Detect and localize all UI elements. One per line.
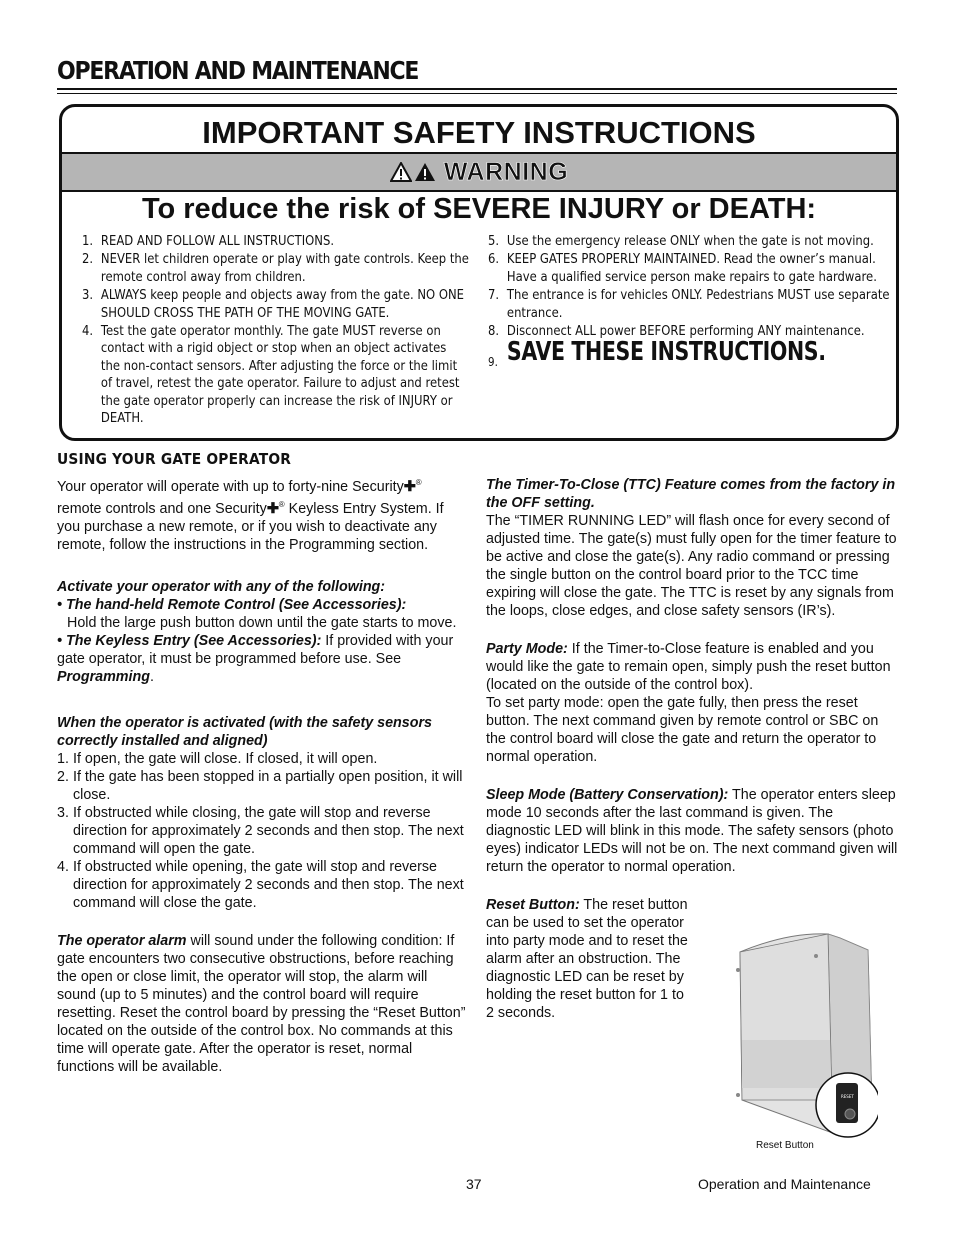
footer-section: Operation and Maintenance [698,1176,871,1192]
list-item: 8. Disconnect ALL power BEFORE performing ANY maintenance. [488,323,865,340]
alarm-paragraph: The operator alarm will sound under the following condition: If gate encounters two consecutive obstructions, before reaching the open or close limit, the operator will stop, the alarm will sound (up to 5 minutes) and the control board will require resetting. Reset the control board by pressing the “Reset Button” located on the outside of the control box. No commands at this time will operate gate. After the operator is reset, normal functions will be available. [57,932,466,1075]
when-activated-heading: When the operator is activated (with the safety sensors correctly installed and aligned) [57,714,432,749]
remote-control-item: • The hand-held Remote Control (See Accessories): [57,596,407,613]
using-heading: USING YOUR GATE OPERATOR [57,450,292,468]
list-item: 3. If obstructed while closing, the gate will stop and reverse direction for approximately 2 seconds and then stop. The next command will open the gate. [57,804,464,857]
risk-heading: To reduce the risk of SEVERE INJURY or DEATH: [141,193,817,225]
security-plus-icon: ✚ [266,500,279,517]
left-column [57,474,469,1076]
party-mode-paragraph-2: To set party mode: open the gate fully, then press the reset button. The next command given by remote control or SBC on the control board will close the gate and return the operator to normal operation. [486,695,879,765]
sleep-mode-paragraph: Sleep Mode (Battery Conservation): The operator enters sleep mode 10 seconds after the last command is given. The diagnostic LED will blink in this mode. The safety sensors (photo eyes) indicator LEDs will not be on. The next command given will return the operator to normal operation. [486,787,898,875]
list-item: 4. Test the gate operator monthly. The gate MUST reverse on contact with a rigid object or stop when an object activates the non-contact sensors. After adjusting the force or the limit of travel, retest the gate operator. Failure to adjust and retest the gate operator properly can increase the risk of INJURY or DEATH. [82,323,460,427]
list-item: 5. Use the emergency release ONLY when the gate is not moving. [488,233,874,249]
list-item: 1. READ AND FOLLOW ALL INSTRUCTIONS. [82,233,335,249]
intro-paragraph: Your operator will operate with up to forty-nine Security✚® remote controls and one Security✚® Keyless Entry System. If you purchase a new remote, or if you wish to deactivate any remote, follow the instructions in the Programming section. [57,478,444,553]
warning-label: WARNING [443,157,569,186]
safety-list-left [82,233,532,428]
header-rule-thin [57,93,897,94]
list-item: 6. KEEP GATES PROPERLY MAINTAINED. Read the owner’s manual. Have a qualified service person make repairs to gate hardware. [488,251,877,285]
list-item: 7. The entrance is for vehicles ONLY. Pedestrians MUST use separate entrance. [488,287,890,321]
ttc-paragraph: The “TIMER RUNNING LED” will flash once for every second of adjusted time. The gate(s) must fully open for the timer feature to be active and close the gate(s). Any radio command or pressing the single button on the control board prior to the TCC time expiring will close the gate. The TTC is reset by any signals from the loops, close edges, and close safety sensors (IR’s). [486,513,897,619]
section-title: OPERATION AND MAINTENANCE [57,56,419,85]
reset-button-paragraph: Reset Button: The reset button can be used to set the operator into party mode and to reset the alarm after an obstruction. The diagnostic LED can be reset by holding the reset button for 1 to 2 seconds. [486,897,688,1021]
remote-control-text: Hold the large push button down until the gate starts to move. [67,614,457,631]
warning-triangle-icon [390,162,436,182]
list-item: 2. NEVER let children operate or play with gate controls. Keep the remote control away from children. [82,251,469,285]
save-instructions: 9. SAVE THESE INSTRUCTIONS. [488,337,826,370]
safety-instructions-box [59,104,899,441]
reset-button-caption: Reset Button [756,1140,814,1151]
warning-bar [62,152,896,192]
list-item: 2. If the gate has been stopped in a partially open position, it will close. [57,768,463,803]
control-box-illustration [728,930,878,1150]
header-rule [57,88,897,90]
list-item: 3. ALWAYS keep people and objects away from the gate. NO ONE SHOULD CROSS THE PATH OF THE MOVING GATE. [82,287,465,321]
safety-box-title: IMPORTANT SAFETY INSTRUCTIONS [202,115,756,150]
list-item: 4. If obstructed while opening, the gate will stop and reverse direction for approximately 2 seconds and then stop. The next command will close the gate. [57,858,464,911]
security-plus-icon: ✚ [403,478,416,495]
activate-heading: Activate your operator with any of the following: [57,578,386,595]
safety-list-right [488,233,954,370]
list-item: 1. If open, the gate will close. If closed, it will open. [57,750,378,767]
keyless-entry-item: • The Keyless Entry (See Accessories): If provided with your gate operator, it must be programmed before use. See Programming. [57,632,454,685]
party-mode-paragraph: Party Mode: If the Timer-to-Close feature is enabled and you would like the gate to remain open, simply push the reset button (located on the outside of the control box). [486,641,891,693]
svg-text:RESET: RESET [841,1094,854,1099]
page-number: 37 [466,1176,482,1192]
ttc-heading: The Timer-To-Close (TTC) Feature comes from the factory in the OFF setting. [486,477,896,511]
